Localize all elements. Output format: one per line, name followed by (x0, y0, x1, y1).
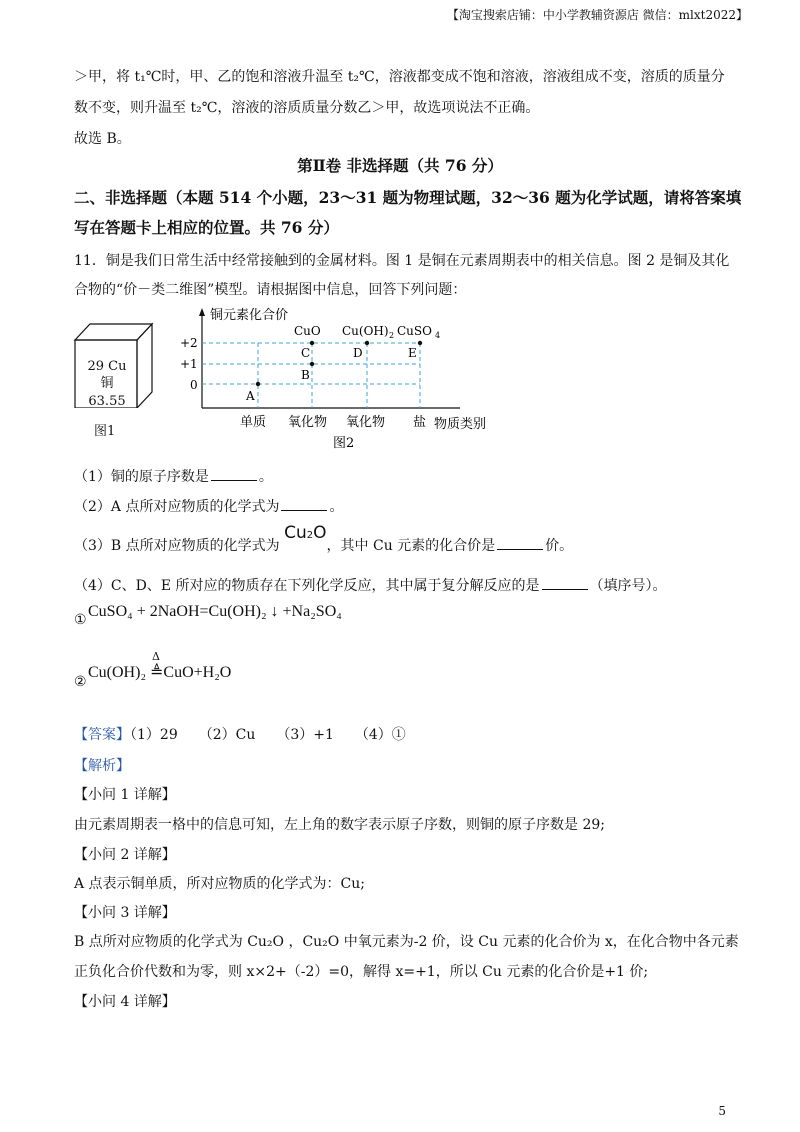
category-oxide-1: 氧化物 (288, 415, 328, 430)
question-1: （1）铜的原子序数是 。 (74, 469, 273, 485)
intro-line-1: ＞甲，将 t₁℃时，甲、乙的饱和溶液升温至 t₂℃，溶液都变成不饱和溶液，溶液组成不变，溶质的质量分 (74, 69, 725, 85)
point-label-e: E (408, 346, 417, 360)
point-label-a: A (246, 389, 255, 403)
category-elemental: 单质 (240, 415, 267, 430)
point-e (418, 341, 422, 345)
detail-1-title: 【小问 1 详解】 (74, 787, 176, 803)
ytick-plus2: +2 (180, 336, 198, 350)
atomic-number: 29 (87, 359, 105, 374)
label-cuso: CuSO (397, 324, 432, 338)
label-cuoh: Cu(OH) (342, 324, 389, 338)
reaction-1: CuSO₄ + 2NaOH=Cu(OH)₂ ↓ +Na₂SO₄ (88, 603, 342, 620)
page-header: 【淘宝搜索店铺：中小学教辅资源店 微信：mlxt2022】 (446, 8, 748, 22)
point-b (310, 362, 314, 366)
label-cuso-sub: 4 (435, 331, 441, 340)
tile-top-face (75, 324, 152, 340)
x-axis-label: 物质类别 (434, 417, 487, 432)
part2-line-1: 二、非选择题（本题 514 个小题，23～31 题为物理试题，32～36 题为化学试题，请将答案填 (74, 188, 742, 207)
blank-2 (281, 498, 327, 511)
label-cuo: CuO (294, 324, 321, 338)
valence-chart (170, 304, 520, 454)
category-salt: 盐 (413, 415, 427, 430)
tile-side-face (137, 324, 152, 408)
reaction-2-num: ② (74, 674, 87, 690)
point-label-d: D (353, 346, 363, 360)
point-label-c: C (301, 346, 311, 360)
page-number: 5 (718, 1104, 726, 1118)
reaction-2: Cu(OH)₂ ≜CuO+H₂O (88, 664, 232, 681)
point-label-b: B (301, 368, 310, 382)
blank-4 (542, 577, 588, 590)
figure-2-caption: 图2 (333, 436, 355, 451)
detail-3-title: 【小问 3 详解】 (74, 905, 176, 921)
q11-line-2: 合物的“价－类二维图”模型。请根据图中信息，回答下列问题： (74, 282, 467, 298)
detail-1-text: 由元素周期表一格中的信息可知，左上角的数字表示原子序数，则铜的原子序数是 29; (74, 817, 605, 833)
detail-3-line-2: 正负化合价代数和为零，则 x×2+（-2）=0，解得 x=+1，所以 Cu 元素的化合价是+1 价; (74, 964, 649, 980)
section-title: 第Ⅱ卷 非选择题（共 76 分） (297, 156, 503, 175)
point-c (310, 341, 314, 345)
point-d (365, 341, 369, 345)
reaction-1-num: ① (74, 612, 87, 628)
detail-3-line-1: B 点所对应物质的化学式为 Cu₂O ，Cu₂O 中氧元素为-2 价，设 Cu 元素的化合价为 x，在化合物中各元素 (74, 934, 739, 950)
analysis-tag: 【解析】 (74, 758, 130, 774)
question-2: （2）A 点所对应物质的化学式为 。 (74, 499, 344, 515)
reaction-2-delta: Δ (152, 650, 160, 663)
ytick-plus1: +1 (180, 357, 198, 371)
y-axis-arrow (199, 308, 205, 316)
q11-line-1: 11．铜是我们日常生活中经常接触到的金属材料。图 1 是铜在元素周期表中的相关信息。图 2 是铜及其化 (74, 253, 730, 269)
detail-2-text: A 点表示铜单质，所对应物质的化学式为：Cu; (74, 876, 366, 892)
answer-tag: 【答案】 (74, 727, 130, 743)
element-symbol: Cu (108, 359, 127, 374)
label-cuoh-sub: 2 (389, 331, 395, 340)
figure-1-caption: 图1 (94, 424, 116, 439)
blank-1 (211, 468, 257, 481)
atomic-mass: 63.55 (88, 394, 126, 409)
element-name: 铜 (100, 376, 114, 391)
detail-2-title: 【小问 2 详解】 (74, 847, 176, 863)
blank-3 (497, 537, 543, 550)
ytick-zero: 0 (190, 378, 198, 392)
detail-4-title: 【小问 4 详解】 (74, 994, 176, 1010)
y-axis-label: 铜元素化合价 (210, 308, 289, 323)
intro-line-3: 故选 B。 (74, 131, 131, 147)
handwritten-cu2o: Cu2O (284, 523, 327, 543)
answer-text: （1）29 （2）Cu （3）+1 （4）① (130, 727, 406, 743)
part2-line-2: 写在答题卡上相应的位置。共 76 分） (74, 218, 339, 237)
question-4: （4）C、D、E 所对应的物质存在下列化学反应，其中属于复分解反应的是 （填序号）。 (74, 578, 667, 594)
answer-line (74, 724, 406, 744)
category-oxide-2: 氧化物 (346, 415, 386, 430)
point-a (256, 382, 260, 386)
intro-line-2: 数不变，则升温至 t₂℃，溶液的溶质质量分数乙＞甲，故选项说法不正确。 (74, 100, 540, 116)
question-3: （3）B 点所对应物质的化学式为 Cu2O，其中 Cu 元素的化合价是 价。 (74, 523, 574, 554)
